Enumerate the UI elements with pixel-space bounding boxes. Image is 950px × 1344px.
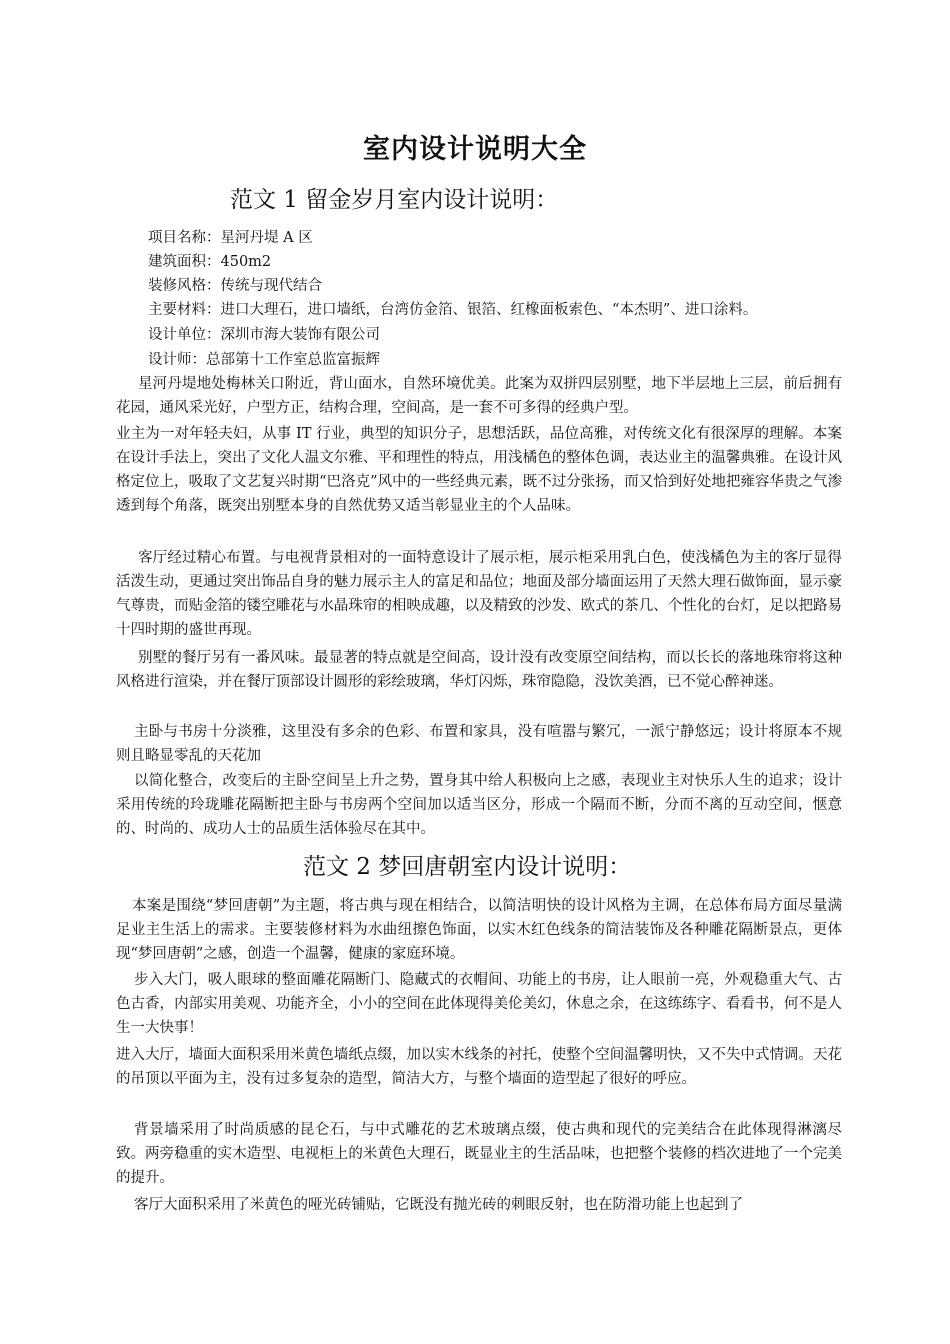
section2-heading: 范文 2 梦回唐朝室内设计说明： xyxy=(303,854,632,880)
meta-main-materials: 主要材料：进口大理石，进口墙纸，台湾仿金箔、银箔、红橡面板索色、“本杰明”、进口涂料。 xyxy=(148,302,758,318)
section2-paragraph: 背景墙采用了时尚质感的昆仑石，与中式雕花的艺术玻璃点缀，使古典和现代的完美结合在此体现得淋漓尽致。两旁稳重的实木造型、电视柜上的米黄色大理石，既显业主的生活品味，也把整个装修的档次进地了一个完美的提升。 xyxy=(116,1122,842,1186)
section1-paragraph: 以简化整合，改变后的主卧空间呈上升之势，置身其中给人积极向上之感，表现业主对快乐人生的追求；设计采用传统的玲珑雕花隔断把主卧与书房两个空间加以适当区分，形成一个隔而不断，分而不离的互动空间，惬意的、时尚的、成功人士的品质生活体验尽在其中。 xyxy=(116,773,842,837)
section1-paragraph: 主卧与书房十分淡雅，这里没有多余的色彩、布置和家具，没有喧嚣与繁冗，一派宁静悠远；设计将原本不规则且略显零乱的天花加 xyxy=(116,724,842,764)
document-title: 室内设计说明大全 xyxy=(363,134,587,165)
section1-paragraph: 客厅经过精心布置。与电视背景相对的一面特意设计了展示柜，展示柜采用乳白色，使浅橘色为主的客厅显得活泼生动，更通过突出饰品自身的魅力展示主人的富足和品位；地面及部分墙面运用了天然大理石做饰面，显示豪气尊贵，而贴金箔的镂空雕花与水晶珠帘的相映成趣，以及精致的沙发、欧式的茶几、个性化的台灯，足以把路易十四时期的盛世再现。 xyxy=(116,550,842,638)
meta-building-area: 建筑面积：450m2 xyxy=(148,254,272,270)
meta-designer: 设计师：总部第十工作室总监富振辉 xyxy=(148,352,380,368)
meta-design-company: 设计单位：深圳市海大装饰有限公司 xyxy=(148,327,380,343)
section2-paragraph: 客厅大面积采用了米黄色的哑光砖铺贴，它既没有抛光砖的刺眼反射，也在防滑功能上也起到了 xyxy=(134,1197,743,1213)
section2-paragraph: 进入大厅，墙面大面积采用米黄色墙纸点缀，加以实木线条的衬托，使整个空间温馨明快，又不失中式情调。天花的吊顶以平面为主，没有过多复杂的造型，简洁大方，与整个墙面的造型起了很好的呼应。 xyxy=(116,1047,842,1087)
section1-paragraph: 别墅的餐厅另有一番风味。最显著的特点就是空间高，设计没有改变原空间结构，而以长长的落地珠帘将这种风格进行渲染，并在餐厅顶部设计圆形的彩绘玻璃，华灯闪烁，珠帘隐隐，没饮美酒，已不觉心醉神迷。 xyxy=(116,650,842,690)
meta-project-name: 项目名称：星河丹堤 A 区 xyxy=(148,230,313,246)
section1-paragraph: 业主为一对年轻夫妇，从事 IT 行业，典型的知识分子，思想活跃，品位高雅，对传统文化有很深厚的理解。本案在设计手法上，突出了文化人温文尔雅、平和理性的特点，用浅橘色的整体色调，表达业主的温馨典雅。在设计风格定位上，吸取了文艺复兴时期“巴洛克”风中的一些经典元素，既不过分张扬，而又恰到好处地把雍容华贵之气渗透到每个角落，既突出别墅本身的自然优势又适当彰显业主的个人品味。 xyxy=(116,426,842,514)
meta-decoration-style: 装修风格：传统与现代结合 xyxy=(148,278,322,294)
section2-paragraph: 步入大门，吸人眼球的整面雕花隔断门、隐藏式的衣帽间、功能上的书房，让人眼前一亮，外观稳重大气、古色古香，内部实用美观、功能齐全，小小的空间在此体现得美伦美幻，休息之余，在这练练字、看看书，何不是人生一大快事！ xyxy=(116,972,842,1036)
section1-paragraph: 星河丹堤地处梅林关口附近，背山面水，自然环境优美。此案为双拼四层别墅，地下半层地上三层，前后拥有花园，通风采光好，户型方正，结构合理，空间高，是一套不可多得的经典户型。 xyxy=(116,376,842,416)
section2-paragraph: 本案是围绕“梦回唐朝”为主题，将古典与现在相结合，以简洁明快的设计风格为主调，在总体布局方面尽量满足业主生活上的需求。主要装修材料为水曲纽擦色饰面，以实木红色线条的简洁装饰及各种雕花隔断景点，更体现“梦回唐朝”之感，创造一个温馨，健康的家庭环境。 xyxy=(116,898,842,962)
section1-heading: 范文 1 留金岁月室内设计说明： xyxy=(230,187,559,213)
